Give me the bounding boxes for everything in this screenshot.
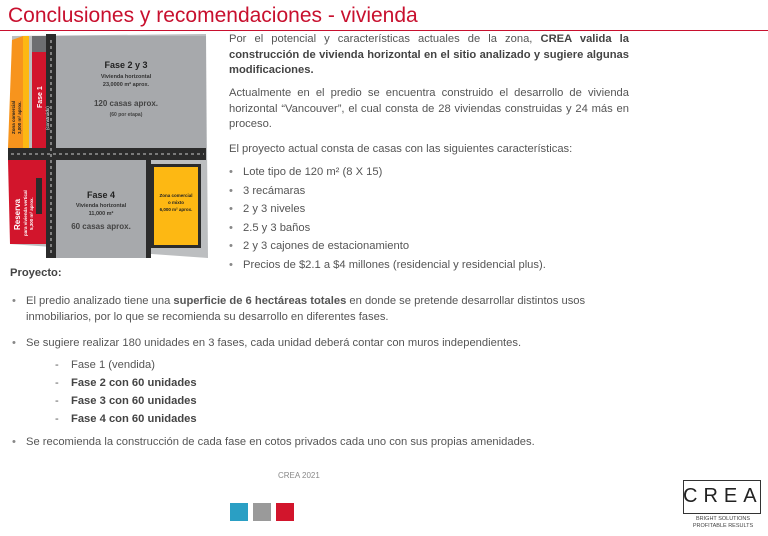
- zona-comercial-left-label: Zona comercial: [11, 100, 16, 134]
- fase23-sub: Vivienda horizontal: [100, 74, 152, 80]
- list-item: • Lote tipo de 120 m² (8 X 15): [229, 163, 546, 182]
- site-plan-map: [6, 30, 216, 258]
- road-left: [46, 34, 56, 258]
- fase23-casas: 120 casas aprox.: [93, 99, 159, 108]
- fase23-title: Fase 2 y 3: [104, 60, 148, 70]
- bullet-icon: •: [229, 240, 233, 252]
- gray-square-decor: [253, 503, 271, 521]
- fase23-etapa: (60 por etapa): [109, 112, 143, 118]
- phase-item: - Fase 1 (vendida): [55, 359, 155, 371]
- yellow-strip: [23, 36, 29, 148]
- intro-paragraph-3: El proyecto actual consta de casas con las siguientes características:: [229, 143, 573, 155]
- bullet-superficie: • El predio analizado tiene una superficie de 6 hectáreas totales en donde se pretende desarrollar distintos usos inmobiliarios, por lo que se recomienda su desarrollo en diferentes fases.: [12, 295, 586, 323]
- intro-paragraph-2: Actualmente en el predio se encuentra construido el desarrollo de vivienda horizontal “Vancouver”, el cual consta de 28 viviendas construidas y 24 más en proceso.: [229, 87, 629, 130]
- phase-item: - Fase 2 con 60 unidades: [55, 377, 197, 389]
- fase23-area: [56, 36, 206, 148]
- logo-tagline-2: PROFITABLE RESULTS: [692, 523, 754, 529]
- bullet-icon: •: [12, 436, 16, 448]
- intro-p1-text: Por el potencial y características actuales de la zona,: [229, 33, 541, 45]
- red-square-decor: [276, 503, 294, 521]
- blue-square-decor: [230, 503, 248, 521]
- reserva-sub: para vivienda vertical: [23, 190, 28, 236]
- list-item: • 2 y 3 niveles: [229, 200, 546, 219]
- fase4-area-label: 11,000 m²: [88, 211, 114, 217]
- reserva-area-label: 5,300 m² aprox.: [29, 197, 34, 230]
- fase4-casas: 60 casas aprox.: [71, 222, 131, 231]
- bullet-icon: •: [12, 337, 16, 349]
- fase4-area: [56, 160, 146, 258]
- road-stub: [36, 178, 42, 214]
- fase1-title: Fase 1: [37, 86, 44, 108]
- intro-p1-bold: CREA valida la construcción de vivienda horizontal en el sitio analizado y sugiere algunas modificaciones.: [229, 33, 629, 76]
- features-list: [229, 163, 546, 274]
- bullet-cotos: • Se recomienda la construcción de cada fase en cotos privados cada uno con sus propias amenidades.: [12, 436, 535, 448]
- road-right: [146, 152, 151, 258]
- fase4-title: Fase 4: [86, 190, 116, 200]
- zona-comercial-left-area: 3,000 m² aprox.: [17, 101, 22, 134]
- fase23-area-label: 23,0000 m² aprox.: [102, 82, 150, 88]
- intro-paragraph-1: [229, 32, 629, 79]
- reserva-title: Reserva: [13, 198, 22, 230]
- logo-tagline-1: BRIGHT SOLUTIONS: [696, 516, 750, 522]
- list-item: • 2 y 3 cajones de estacionamiento: [229, 237, 546, 256]
- fase4-sub: Vivienda horizontal: [75, 203, 127, 209]
- bullet-unidades: • Se sugiere realizar 180 unidades en 3 fases, cada unidad deberá contar con muros independientes.: [12, 337, 522, 349]
- zona-mixto-label-2: o mixto: [167, 200, 185, 205]
- proyecto-heading: Proyecto:: [10, 267, 62, 279]
- zona-mixto-label-1: Zona comercial: [159, 193, 193, 198]
- fase1-sub: (construido): [45, 106, 50, 130]
- list-item: • Precios de $2.1 a $4 millones (residencial y residencial plus).: [229, 256, 546, 275]
- zona-mixto-fill: [154, 167, 198, 245]
- page-title: Conclusiones y recomendaciones - vivienda: [8, 4, 418, 27]
- bullet-icon: •: [229, 184, 233, 197]
- phase-item: - Fase 4 con 60 unidades: [55, 413, 197, 425]
- phase-item: - Fase 3 con 60 unidades: [55, 395, 197, 407]
- footer-text: CREA 2021: [278, 471, 320, 480]
- superficie-bold: superficie de 6 hectáreas totales: [173, 295, 347, 307]
- list-item: • 3 recámaras: [229, 182, 546, 201]
- zona-mixto-label-3: 6,000 m² aprox.: [159, 207, 193, 212]
- bullet-icon: •: [229, 203, 233, 215]
- bullet-icon: •: [229, 221, 233, 234]
- crea-logo: [681, 480, 765, 532]
- bullet-icon: •: [229, 258, 233, 271]
- list-item: • 2.5 y 3 baños: [229, 219, 546, 238]
- logo-word: CREA: [683, 485, 763, 507]
- bullet-icon: •: [229, 166, 233, 178]
- fase1-stub: [32, 36, 46, 52]
- bullet-icon: •: [12, 295, 16, 307]
